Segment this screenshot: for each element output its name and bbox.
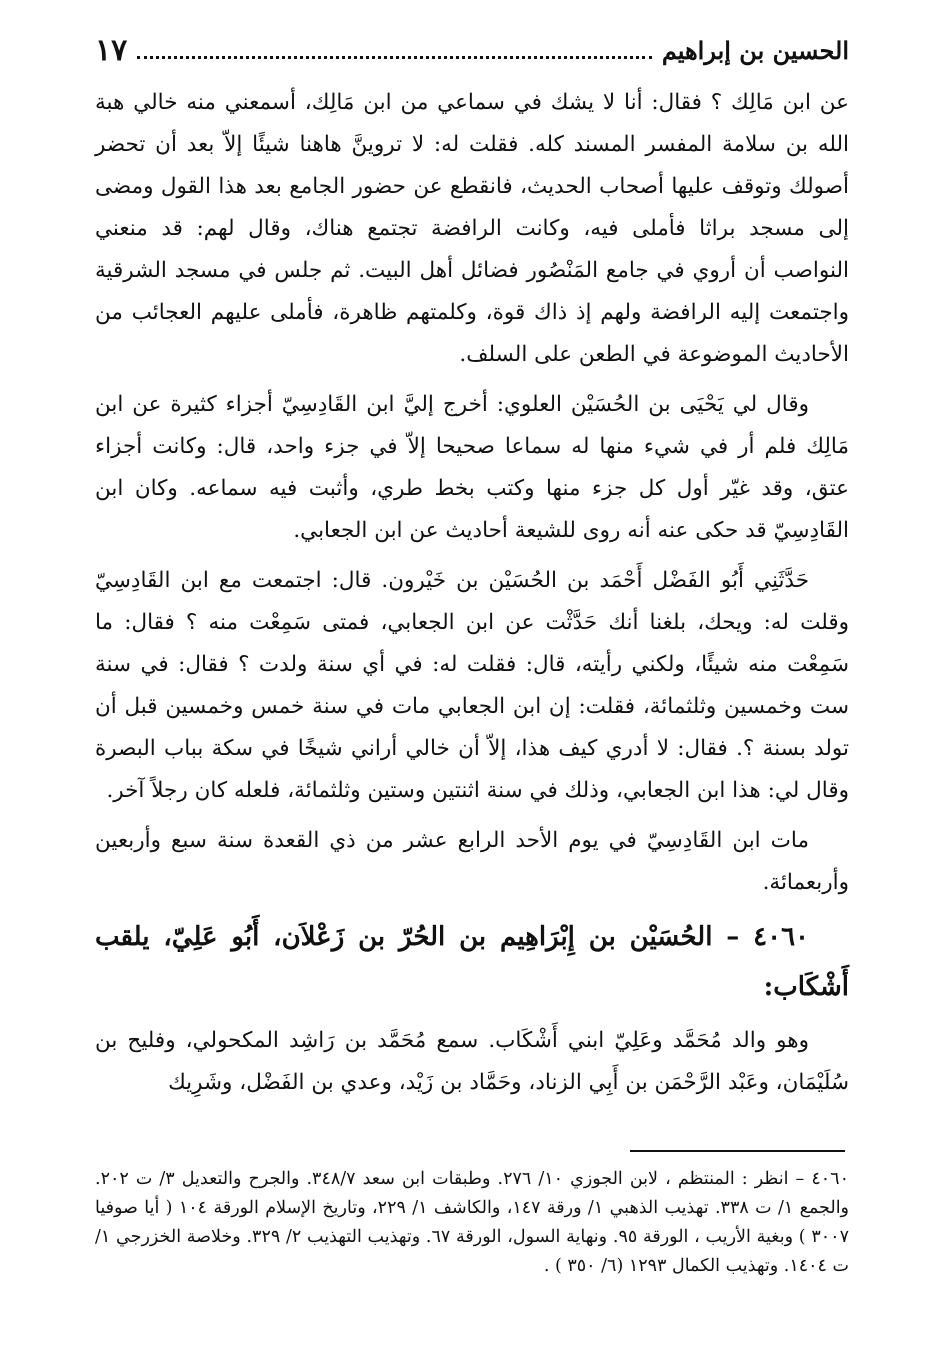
paragraph: حَدَّثَنِي أَبُو الفَضْل أَحْمَد بن الحُسَيْن بن خَيْرون. قال: اجتمعت مع ابن القَادِسِيّ وقلت له: ويحك، بلغنا أنك حَدَّثْت عن ابن الجعابي، فمتى سَمِعْت منه ؟ فقال: ما سَمِعْت منه شيئًا، ولكني رأيته، قال: فقلت له: في أي سنة ولدت ؟ فقال: في سنة ست وخمسين وثلثمائة، فقلت: إن ابن الجعابي مات في سنة خمس وخمسين قبل أن تولد بسنة ؟. فقال: لا أدري كيف هذا، إلاّ أن خالي أراني شيخًا في سكة بباب البصرة وقال لي: هذا ابن الجعابي، وذلك في سنة اثنتين وستين وثلثمائة، فلعله كان رجلاً آخر. [95,568,849,803]
running-title: الحسين بن إبراهيم [661,35,849,65]
paragraph: وقال لي يَحْيَى بن الحُسَيْن العلوي: أخرج إليَّ ابن القَادِسِيّ أجزاء كثيرة عن ابن مَالِك فلم أر في شيء منها له سماعا صحيحا إلاّ في جزء واحد، قال: وكانت أجزاء عتق، وقد غيّر أول كل جزء منها وكتب بخط طري، وأثبت فيه سماعه. وكان ابن القَادِسِيّ قد حكى عنه أنه روى للشيعة أحاديث عن ابن الجعابي. [95,392,849,543]
entry-paragraph: وهو والد مُحَمَّد وعَلِيّ ابني أَشْكَاب. سمع مُحَمَّد بن رَاشِد المكحولي، وفليح بن سُلَيْمَان، وعَبْد الرَّحْمَن بن أَبِي الزناد، وحَمَّاد بن زَيْد، وعدي بن الفَضْل، وشَرِيك [95,1028,849,1095]
footnote-separator [630,1150,845,1152]
entry-heading: ٤٠٦٠ – الحُسَيْن بن إِبْرَاهِيم بن الحُرّ بن زَعْلاَن، أَبُو عَلِيّ، يلقب أَشْكَاب: [95,922,849,1002]
page-number: ١٧ [95,32,128,68]
paragraph: عن ابن مَالِك ؟ فقال: أنا لا يشك في سماعي من ابن مَالِك، أسمعني منه خالي هبة الله بن سلامة المفسر المسند كله. فقلت له: لا تروينَّ هاهنا شيئًا إلاّ بعد أن تحضر أصولك وتوقف عليها أصحاب الحديث، فانقطع عن حضور الجامع بعد هذا القول ومضى إلى مسجد براثا فأملى فيه، وكانت الرافضة تجتمع هناك، وقال لهم: قد منعني النواصب أن أروي في جامع المَنْصُور فضائل أهل البيت. ثم جلس في مسجد الشرقية واجتمعت إليه الرافضة ولهم إذ ذاك قوة، وكلمتهم ظاهرة، فأملى عليهم العجائب من الأحاديث الموضوعة في الطعن على السلف. [95,90,849,367]
header-dot-leader [137,56,652,59]
running-header [95,28,849,72]
main-text [95,82,849,1112]
footnote: ٤٠٦٠ – انظر : المنتظم ، لابن الجوزي ١٠/ ٢٧٦. وطبقات ابن سعد ٣٤٨/٧. والجرح والتعديل ٣/ ت ٢٠٢. والجمع ١/ ت ٣٣٨. تهذيب الذهبي ١/ ورقة ١٤٧، والكاشف ١/ ٢٢٩، وتاريخ الإسلام الورقة ١٠٤ ( أيا صوفيا ٣٠٠٧ ) وبغية الأريب ، الورقة ٩٥. ونهاية السول، الورقة ٦٧. وتهذيب التهذيب ٢/ ٣٢٩. وخلاصة الخزرجي ١/ ت ١٤٠٤. وتهذيب الكمال ١٢٩٣ (٦/ ٣٥٠ ) . [95,1169,850,1276]
paragraph: مات ابن القَادِسِيّ في يوم الأحد الرابع عشر من ذي القعدة سنة سبع وأربعين وأربعمائة. [95,828,849,895]
